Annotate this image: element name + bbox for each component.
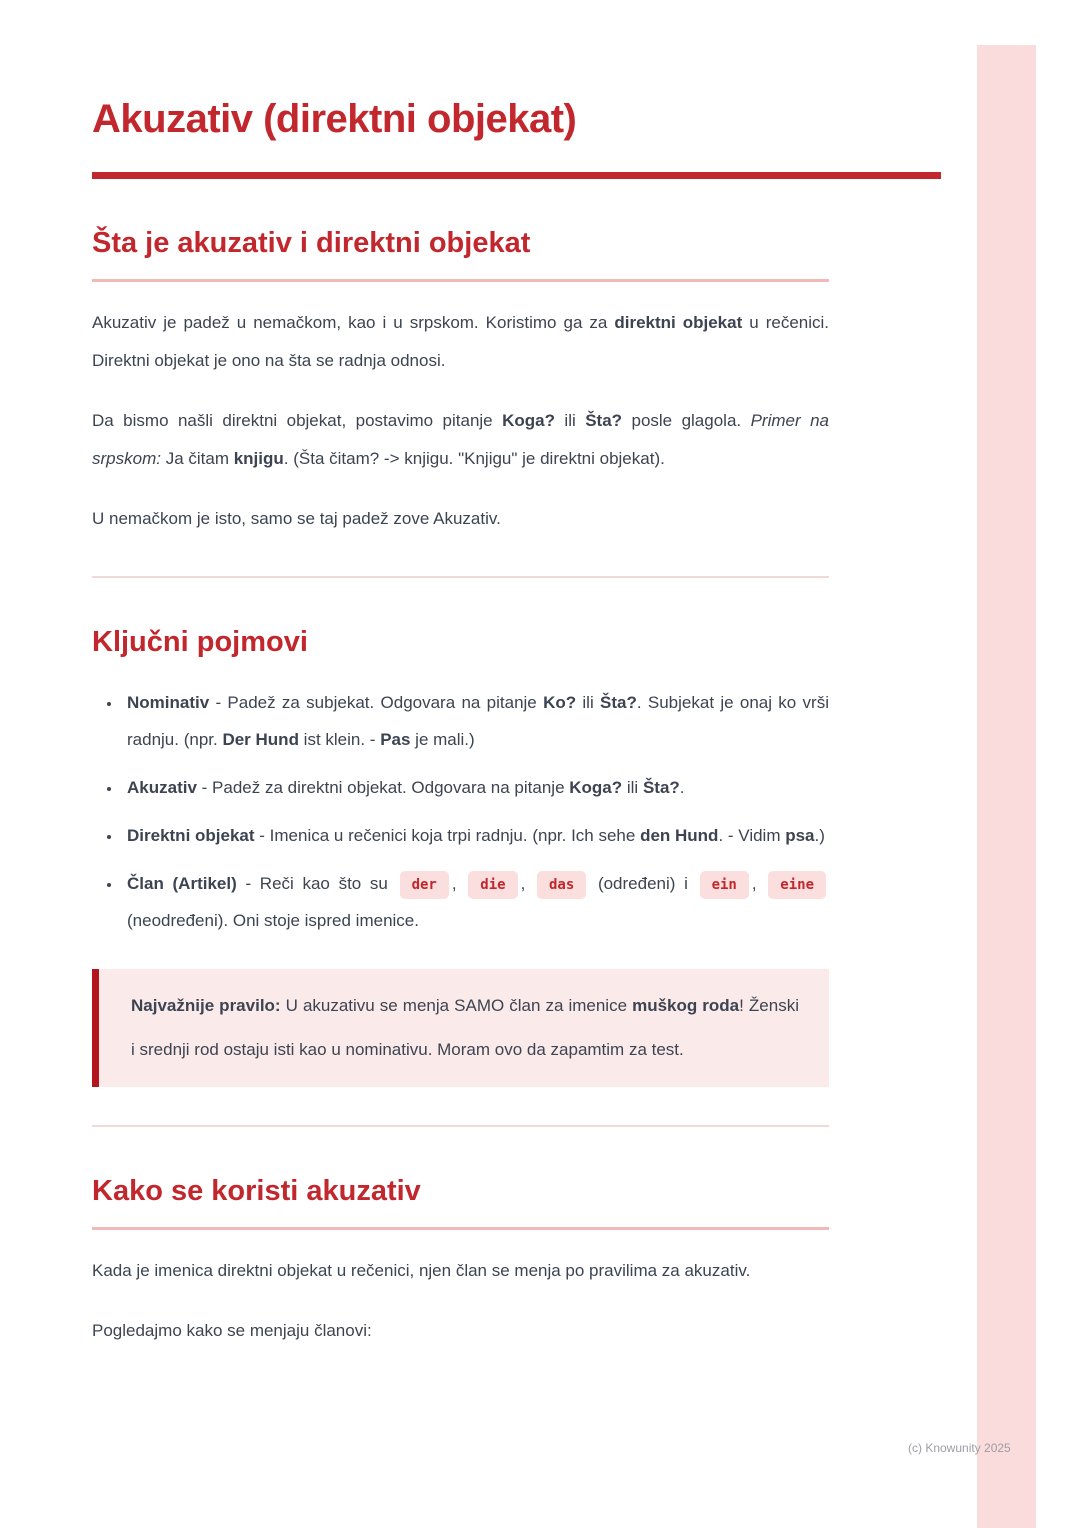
- heading-underline: [92, 279, 829, 282]
- title-rule: [92, 172, 941, 179]
- paragraph: U nemačkom je isto, samo se taj padež zove Akuzativ.: [92, 509, 501, 528]
- side-strip: [977, 45, 1036, 1528]
- section-heading-intro: Šta je akuzativ i direktni objekat: [92, 227, 531, 259]
- paragraph: Pogledajmo kako se menjaju članovi:: [92, 1321, 372, 1340]
- paragraph: Da bismo našli direktni objekat, postavimo pitanje Koga? ili Šta? posle glagola. Primer na srpskom: Ja čitam knjigu. (Šta čitam? -> knjigu. "Knjigu" je direktni objekat).: [92, 411, 829, 468]
- paragraph: Akuzativ je padež u nemačkom, kao i u srpskom. Koristimo ga za direktni objekat u rečenici. Direktni objekat je ono na šta se radnja odnosi.: [92, 313, 830, 370]
- list-item-clan-artikel: • Član (Artikel) - Reči kao što su der , die , das (određeni) i ein , eine (neodređeni). Oni stoje ispred imenice.: [122, 865, 829, 939]
- footer-credit: (c) Knowunity 2025: [908, 1441, 1011, 1455]
- section-divider: [92, 1125, 829, 1127]
- paragraph: Kada je imenica direktni objekat u rečenici, njen član se menja po pravilima za akuzativ.: [92, 1261, 751, 1280]
- section-key-terms: [92, 624, 829, 1087]
- heading-underline: [92, 1227, 829, 1230]
- key-terms-list: [92, 684, 829, 939]
- section-intro: [92, 225, 829, 538]
- section-divider: [92, 576, 829, 578]
- callout-text: Najvažnije pravilo: U akuzativu se menja SAMO član za imenice muškog roda! Ženski i srednji rod ostaju isti kao u nominativu. Moram ovo da zapamtim za test.: [131, 996, 799, 1059]
- list-item-direktni-objekat: • Direktni objekat - Imenica u rečenici koja trpi radnju. (npr. Ich sehe den Hund. - Vidim psa.): [122, 817, 829, 854]
- list-item-nominativ: • Nominativ - Padež za subjekat. Odgovara na pitanje Ko? ili Šta?. Subjekat je onaj ko vrši radnju. (npr. Der Hund ist klein. - Pas je mali.): [122, 684, 829, 758]
- important-rule-callout: [92, 969, 829, 1087]
- section-usage: [92, 1173, 829, 1350]
- list-item-akuzativ: • Akuzativ - Padež za direktni objekat. Odgovara na pitanje Koga? ili Šta?.: [122, 769, 829, 806]
- section-heading-key-terms: Ključni pojmovi: [92, 626, 308, 658]
- page-title: Akuzativ (direktni objekat): [92, 97, 577, 141]
- document-page: [92, 96, 829, 1350]
- section-heading-usage: Kako se koristi akuzativ: [92, 1175, 421, 1207]
